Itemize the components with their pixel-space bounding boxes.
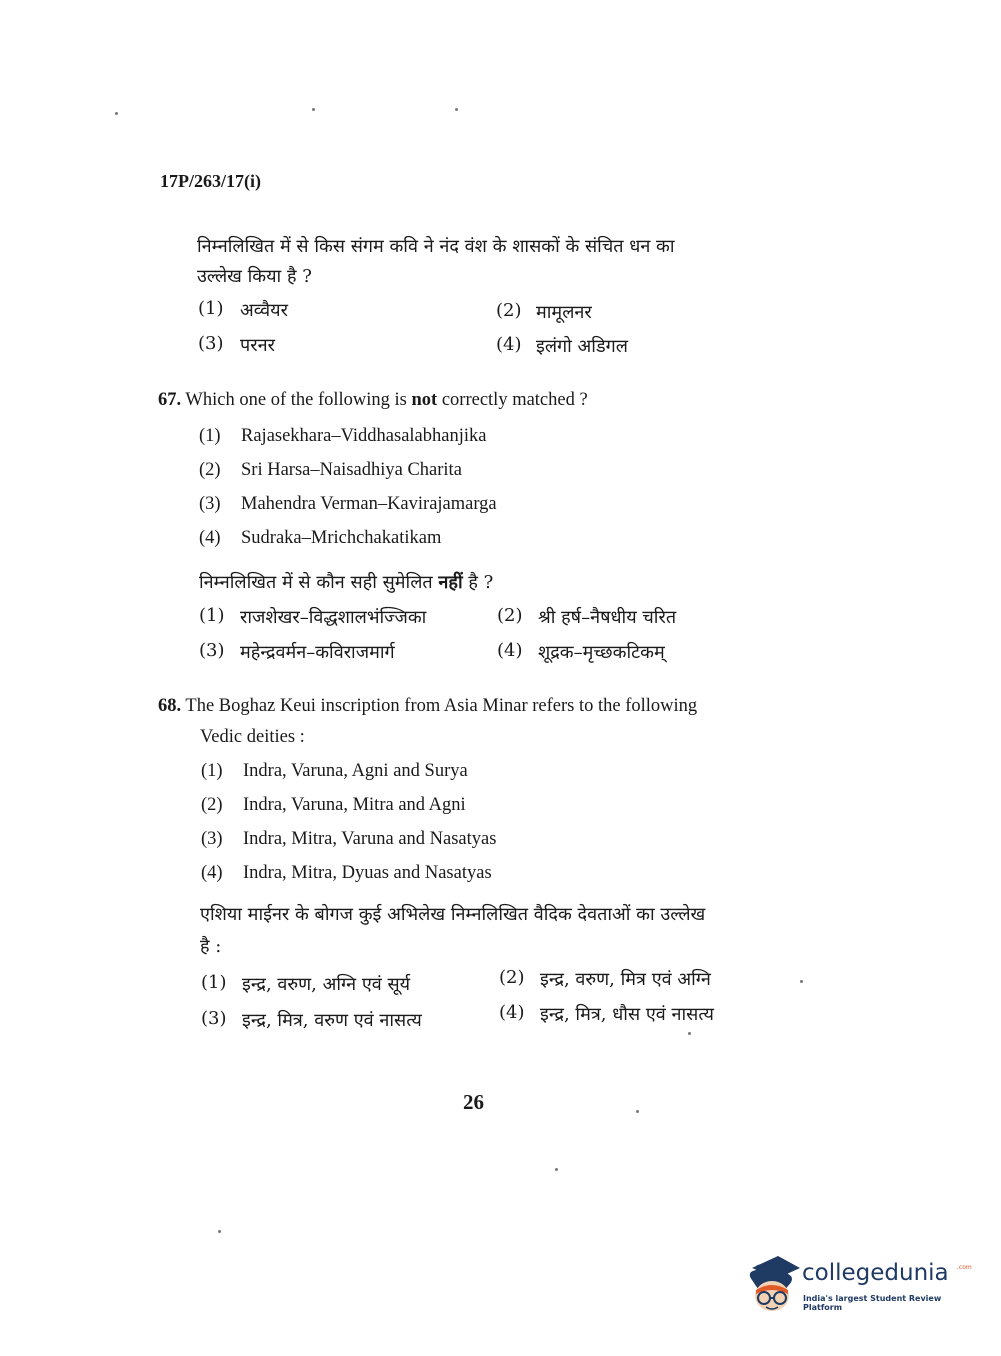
q68-stem-line2: Vedic deities : (200, 727, 305, 747)
q68-option-2-text: Indra, Varuna, Mitra and Agni (243, 795, 466, 815)
q67-option-2-text: Sri Harsa–Naisadhiya Charita (241, 460, 462, 480)
scan-speck (115, 112, 118, 115)
scan-speck (636, 1110, 639, 1113)
q66-option-3-text: परनर (240, 335, 275, 356)
q67-hindi-option-2-num: (2) (497, 605, 523, 626)
logo-tagline: India's largest Student Review Platform (803, 1294, 942, 1312)
q67-hindi-option-1-num: (1) (199, 605, 225, 626)
q67-stem-not: not (411, 390, 438, 410)
q67-hindi-stem-a: निम्नलिखित में से कौन सही सुमेलित (199, 572, 433, 593)
q68-hindi-option-4-text: इन्द्र, मित्र, धौस एवं नासत्य (540, 1004, 714, 1025)
q68-option-4-text: Indra, Mitra, Dyuas and Nasatyas (243, 863, 492, 883)
scan-speck (800, 980, 803, 983)
logo-wordmark: collegedunia (802, 1260, 949, 1286)
q66-hindi-stem-line1: निम्नलिखित में से किस संगम कवि ने नंद वंश के शासकों के संचित धन का (197, 236, 675, 257)
q68-stem-text1: The Boghaz Keui inscription from Asia Minar refers to the following (185, 696, 698, 716)
scan-speck (688, 1032, 691, 1035)
q67-option-1-num: (1) (199, 426, 221, 446)
paper-code: 17P/263/17(i) (160, 171, 261, 191)
q66-option-2-num: (2) (496, 300, 522, 321)
q66-option-4-text: इलंगो अडिगल (536, 336, 628, 357)
q66-option-2-text: मामूलनर (536, 302, 592, 323)
q68-option-4-num: (4) (201, 863, 223, 883)
q68-stem-line1 (158, 696, 697, 717)
q67-option-4-text: Sudraka–Mrichchakatikam (241, 528, 442, 548)
q67-number: 67. (158, 390, 182, 410)
q67-option-4-num: (4) (199, 528, 221, 548)
q67-option-3-text: Mahendra Verman–Kavirajamarga (241, 494, 497, 514)
q67-option-3-num: (3) (199, 494, 221, 514)
q68-option-1-text: Indra, Varuna, Agni and Surya (243, 761, 468, 781)
q68-option-3-num: (3) (201, 829, 223, 849)
q66-option-1-num: (1) (198, 298, 224, 319)
q67-hindi-option-1-text: राजशेखर–विद्धशालभंज्जिका (240, 607, 427, 628)
page-number: 26 (463, 1090, 484, 1114)
q67-hindi-option-3-text: महेन्द्रवर्मन–कविराजमार्ग (240, 642, 395, 663)
scan-speck (218, 1230, 221, 1233)
q68-hindi-option-2-text: इन्द्र, वरुण, मित्र एवं अग्नि (540, 969, 711, 990)
mascot-icon (742, 1250, 802, 1316)
q66-option-1-text: अव्वैयर (240, 300, 288, 321)
q67-hindi-option-4-num: (4) (497, 640, 523, 661)
q67-hindi-stem (199, 570, 493, 594)
q67-stem (158, 390, 588, 411)
q68-option-3-text: Indra, Mitra, Varuna and Nasatyas (243, 829, 497, 849)
q67-hindi-option-3-num: (3) (199, 640, 225, 661)
q68-hindi-option-4-num: (4) (499, 1002, 525, 1023)
q68-option-1-num: (1) (201, 761, 223, 781)
collegedunia-logo (742, 1250, 972, 1320)
q68-hindi-stem-line2: है : (200, 936, 222, 957)
q67-hindi-stem-b: है ? (468, 572, 494, 593)
q68-hindi-option-3-text: इन्द्र, मित्र, वरुण एवं नासत्य (242, 1010, 422, 1031)
q68-hindi-option-3-num: (3) (201, 1008, 227, 1029)
q67-stem-a: Which one of the following is (185, 390, 407, 410)
scan-speck (455, 108, 458, 111)
q67-stem-b: correctly matched ? (441, 390, 588, 410)
q67-hindi-option-2-text: श्री हर्ष–नैषधीय चरित (538, 607, 677, 628)
q68-hindi-stem-line1: एशिया माईनर के बोगज कुई अभिलेख निम्नलिखित वैदिक देवताओं का उल्लेख (200, 904, 706, 925)
q67-option-2-num: (2) (199, 460, 221, 480)
q68-option-2-num: (2) (201, 795, 223, 815)
q68-number: 68. (158, 696, 182, 716)
q67-option-1-text: Rajasekhara–Viddhasalabhanjika (241, 426, 487, 446)
q67-hindi-option-4-text: शूद्रक–मृच्छकटिकम् (538, 642, 665, 663)
q68-hindi-option-1-text: इन्द्र, वरुण, अग्नि एवं सूर्य (242, 974, 411, 995)
scan-speck (312, 108, 315, 111)
q66-option-4-num: (4) (496, 334, 522, 355)
q68-hindi-option-1-num: (1) (201, 972, 227, 993)
q68-hindi-option-2-num: (2) (499, 967, 525, 988)
q66-hindi-stem-line2: उल्लेख किया है ? (197, 266, 312, 287)
scan-speck (555, 1168, 558, 1171)
logo-domain-suffix: .com (957, 1264, 972, 1271)
q67-hindi-stem-not: नहीं (438, 572, 463, 593)
q66-option-3-num: (3) (198, 333, 224, 354)
